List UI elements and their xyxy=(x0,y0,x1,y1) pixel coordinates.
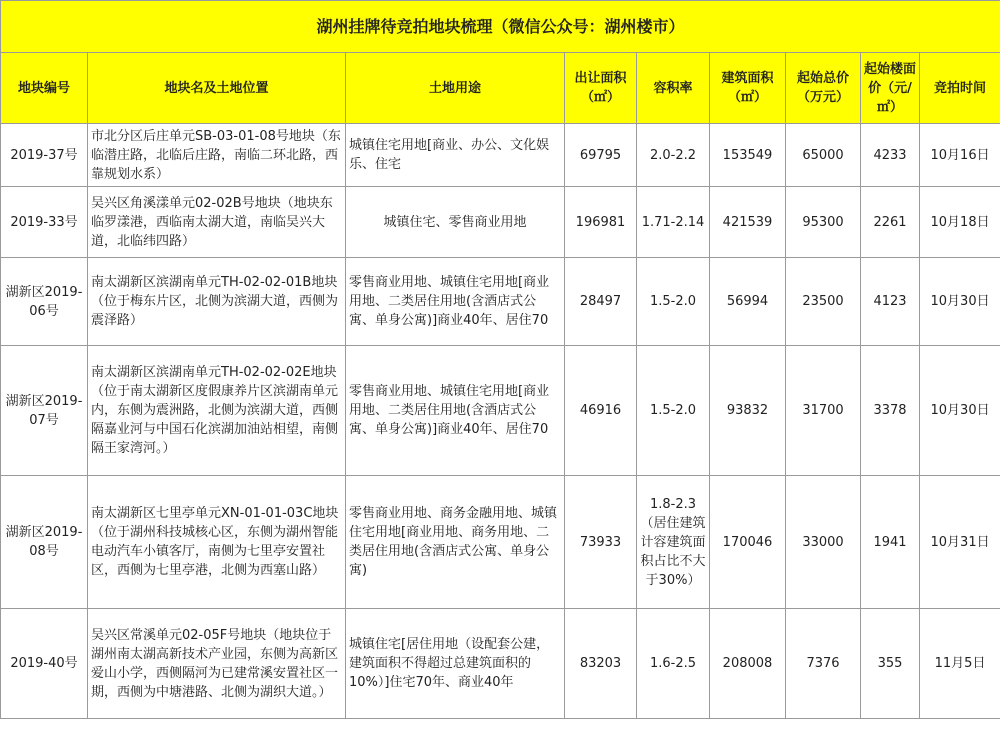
cell-start-unit: 2261 xyxy=(861,187,920,258)
cell-area: 69795 xyxy=(565,124,637,187)
cell-time: 10月31日 xyxy=(920,476,1000,609)
cell-use: 城镇住宅用地[商业、办公、文化娱乐、住宅 xyxy=(346,124,565,187)
cell-start-unit: 355 xyxy=(861,609,920,719)
table-row xyxy=(1,187,1000,258)
cell-build-area: 153549 xyxy=(710,124,786,187)
cell-id: 2019-40号 xyxy=(1,609,88,719)
header-name: 地块名及土地位置 xyxy=(88,53,346,124)
header-area: 出让面积（㎡） xyxy=(565,53,637,124)
cell-far: 1.5-2.0 xyxy=(637,346,710,476)
header-far: 容积率 xyxy=(637,53,710,124)
header-id: 地块编号 xyxy=(1,53,88,124)
cell-time: 10月16日 xyxy=(920,124,1000,187)
cell-build-area: 93832 xyxy=(710,346,786,476)
cell-id: 2019-37号 xyxy=(1,124,88,187)
cell-area: 73933 xyxy=(565,476,637,609)
header-time: 竞拍时间 xyxy=(920,53,1000,124)
cell-start-unit: 3378 xyxy=(861,346,920,476)
cell-time: 10月18日 xyxy=(920,187,1000,258)
cell-name: 市北分区后庄单元SB-03-01-08号地块（东临潜庄路，北临后庄路，南临二环北路，西靠规划水系） xyxy=(88,124,346,187)
title-row xyxy=(1,1,1000,53)
cell-id: 湖新区2019-06号 xyxy=(1,258,88,346)
cell-build-area: 56994 xyxy=(710,258,786,346)
header-use: 土地用途 xyxy=(346,53,565,124)
header-row xyxy=(1,53,1000,124)
cell-start-total: 23500 xyxy=(786,258,861,346)
cell-time: 11月5日 xyxy=(920,609,1000,719)
cell-start-total: 31700 xyxy=(786,346,861,476)
header-start-unit: 起始楼面价（元/㎡） xyxy=(861,53,920,124)
table-row xyxy=(1,476,1000,609)
cell-area: 83203 xyxy=(565,609,637,719)
cell-time: 10月30日 xyxy=(920,346,1000,476)
table-title: 湖州挂牌待竞拍地块梳理（微信公众号：湖州楼市） xyxy=(1,1,1000,53)
cell-name: 南太湖新区七里亭单元XN-01-01-03C地块（位于湖州科技城核心区，东侧为湖州智能电动汽车小镇客厅，南侧为七里亭安置社区，西侧为七里亭港，北侧为西塞山路） xyxy=(88,476,346,609)
cell-area: 196981 xyxy=(565,187,637,258)
cell-start-unit: 4233 xyxy=(861,124,920,187)
cell-start-total: 65000 xyxy=(786,124,861,187)
cell-area: 46916 xyxy=(565,346,637,476)
header-start-total: 起始总价（万元） xyxy=(786,53,861,124)
cell-use: 零售商业用地、城镇住宅用地[商业用地、二类居住用地(含酒店式公寓、单身公寓)]商业40年、居住70 xyxy=(346,346,565,476)
table-row xyxy=(1,609,1000,719)
cell-build-area: 208008 xyxy=(710,609,786,719)
cell-use: 零售商业用地、城镇住宅用地[商业用地、二类居住用地(含酒店式公寓、单身公寓)]商业40年、居住70 xyxy=(346,258,565,346)
cell-name: 吴兴区角溪漾单元02-02B号地块（地块东临罗漾港，西临南太湖大道，南临吴兴大道，北临纬四路） xyxy=(88,187,346,258)
cell-start-total: 95300 xyxy=(786,187,861,258)
cell-far: 1.8-2.3（居住建筑计容建筑面积占比不大于30%） xyxy=(637,476,710,609)
cell-time: 10月30日 xyxy=(920,258,1000,346)
cell-name: 南太湖新区滨湖南单元TH-02-02-01B地块（位于梅东片区，北侧为滨湖大道，西侧为震泽路） xyxy=(88,258,346,346)
cell-far: 1.5-2.0 xyxy=(637,258,710,346)
cell-name: 南太湖新区滨湖南单元TH-02-02-02E地块（位于南太湖新区度假康养片区滨湖南单元内，东侧为震洲路，北侧为滨湖大道，西侧隔嘉业河与中国石化滨湖加油站相望，南侧隔王家湾河。） xyxy=(88,346,346,476)
cell-far: 1.6-2.5 xyxy=(637,609,710,719)
cell-far: 2.0-2.2 xyxy=(637,124,710,187)
cell-start-total: 33000 xyxy=(786,476,861,609)
cell-id: 2019-33号 xyxy=(1,187,88,258)
table-row xyxy=(1,346,1000,476)
cell-start-total: 7376 xyxy=(786,609,861,719)
cell-id: 湖新区2019-08号 xyxy=(1,476,88,609)
cell-build-area: 421539 xyxy=(710,187,786,258)
cell-name: 吴兴区常溪单元02-05F号地块（地块位于湖州南太湖高新技术产业园，东侧为高新区爱山小学，西侧隔河为已建常溪安置社区一期，西侧为中塘港路、北侧为湖织大道。） xyxy=(88,609,346,719)
cell-far: 1.71-2.14 xyxy=(637,187,710,258)
cell-area: 28497 xyxy=(565,258,637,346)
cell-build-area: 170046 xyxy=(710,476,786,609)
table-row xyxy=(1,258,1000,346)
cell-use: 零售商业用地、商务金融用地、城镇住宅用地[商业用地、商务用地、二类居住用地(含酒店式公寓、单身公寓) xyxy=(346,476,565,609)
table-row xyxy=(1,124,1000,187)
header-build-area: 建筑面积（㎡） xyxy=(710,53,786,124)
cell-use: 城镇住宅[居住用地（设配套公建，建筑面积不得超过总建筑面积的10%）]住宅70年、商业40年 xyxy=(346,609,565,719)
cell-start-unit: 4123 xyxy=(861,258,920,346)
cell-id: 湖新区2019-07号 xyxy=(1,346,88,476)
cell-use: 城镇住宅、零售商业用地 xyxy=(346,187,565,258)
cell-start-unit: 1941 xyxy=(861,476,920,609)
